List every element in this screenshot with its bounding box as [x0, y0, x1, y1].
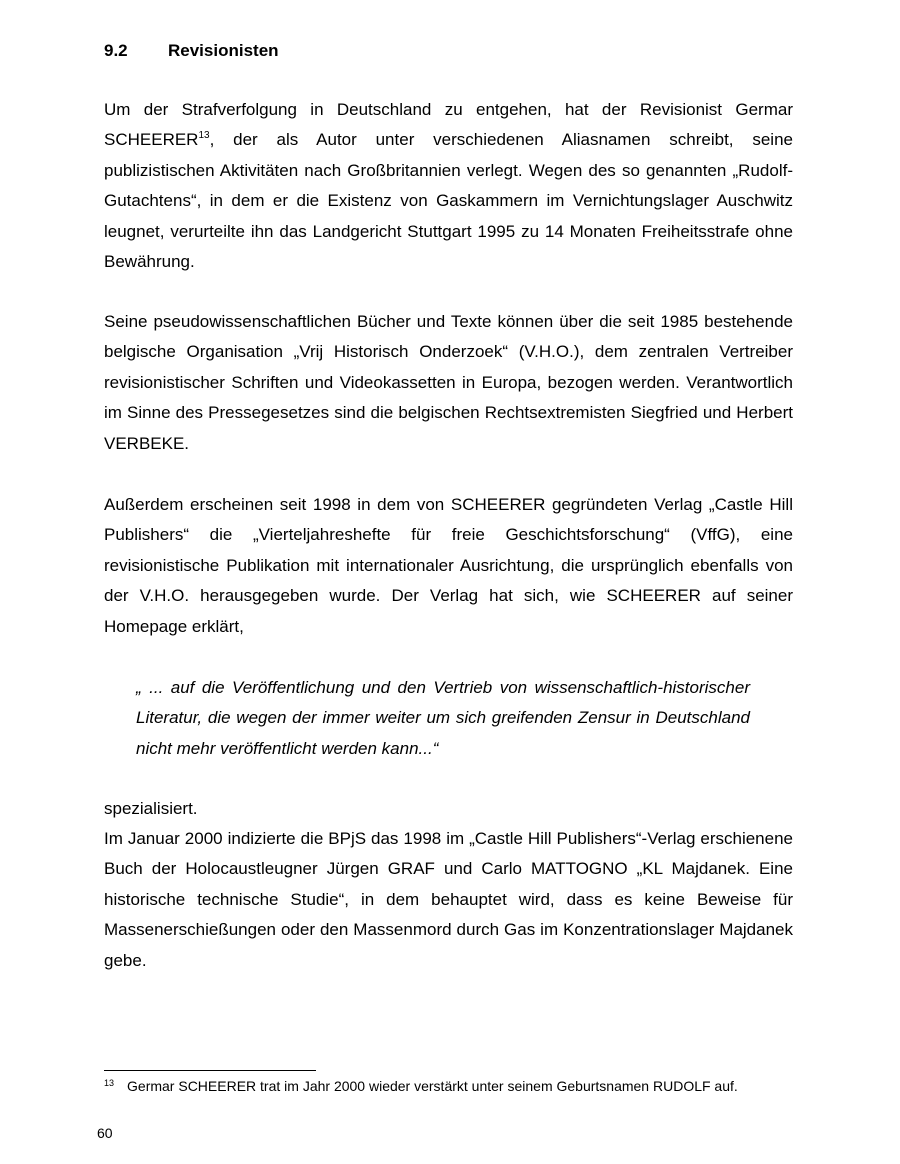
footnote-reference: 13 — [198, 129, 210, 141]
paragraph-scheerer-text-end: , der als Autor unter verschiedenen Aliasnamen schreibt, seine publizistischen Aktivitäten nach Großbritannien verlegt. Wegen des so genannten „Rudolf-Gutachtens“, in dem er die Existenz von Gaskammern im Vernichtungslager Auschwitz leugnet, verurteilte ihn das Landgericht Stuttgart 1995 zu 14 Monaten Freiheitsstrafe ohne Bewährung. — [104, 130, 793, 272]
paragraph-scheerer-text-start: Um der Strafverfolgung in Deutschland zu entgehen, hat der Revisionist Germar SCHEERER — [104, 100, 793, 150]
paragraph-majdanek: Im Januar 2000 indizierte die BPjS das 1998 im „Castle Hill Publishers“-Verlag erschienene Buch der Holocaustleugner Jürgen GRAF und Carlo MATTOGNO „KL Majdanek. Eine historische technische Studie“, in dem behauptet wird, dass es keine Beweise für Massenerschießungen oder den Massenmord durch Gas im Konzentrationslager Majdanek gebe. — [104, 829, 793, 970]
footnote — [104, 1076, 738, 1098]
footnote-marker: 13 — [104, 1078, 115, 1088]
section-number: 9.2 — [104, 41, 128, 60]
block-quote: „ ... auf die Veröffentlichung und den Vertrieb von wissenschaftlich-historischer Literatur, die wegen der immer weiter um sich greifenden Zensur in Deutschland nicht mehr veröffentlicht werden kann...“ — [136, 678, 750, 758]
section-title: Revisionisten — [168, 41, 279, 60]
paragraph-vho: Seine pseudowissenschaftlichen Bücher und Texte können über die seit 1985 bestehende belgische Organisation „Vrij Historisch Onderzoek“ (V.H.O.), dem zentralen Vertreiber revisionistischer Schriften und Videokassetten in Europa, bezogen werden. Verantwortlich im Sinne des Pressegesetzes sind die belgischen Rechtsextremisten Siegfried und Herbert VERBEKE. — [104, 312, 793, 453]
footnote-text: Germar SCHEERER trat im Jahr 2000 wieder verstärkt unter seinem Geburtsnamen RUDOLF auf. — [127, 1078, 738, 1094]
page-number: 60 — [97, 1125, 113, 1141]
section-heading — [104, 40, 279, 62]
paragraph-scheerer — [104, 95, 793, 277]
footnote-divider — [104, 1070, 316, 1071]
paragraph-spezialisiert: spezialisiert. — [104, 799, 198, 818]
paragraph-castle-hill: Außerdem erscheinen seit 1998 in dem von SCHEERER gegründeten Verlag „Castle Hill Publishers“ die „Vierteljahreshefte für freie Geschichtsforschung“ (VffG), eine revisionistische Publikation mit internationaler Ausrichtung, die ursprünglich ebenfalls von der V.H.O. herausgegeben wurde. Der Verlag hat sich, wie SCHEERER auf seiner Homepage erklärt, — [104, 495, 793, 636]
